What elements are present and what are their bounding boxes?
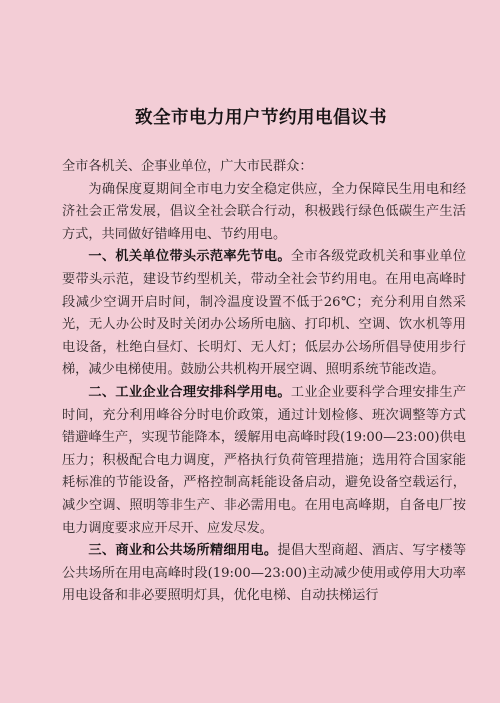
section-2-heading: 二、工业企业合理安排科学用电。: [88, 384, 291, 400]
section-1: [62, 246, 466, 382]
document-title: 致全市电力用户节约用电倡议书: [135, 108, 387, 128]
section-1-heading: 一、机关单位带头示范率先节电。: [88, 249, 291, 265]
section-1-body: 全市各级党政机关和事业单位要带头示范，建设节约型机关，带动全社会节约用电。在用电高峰时段减少空调开启时间，制冷温度设置不低于26℃；充分利用自然采光，无人办公时及时关闭办公场所电脑、打印机、空调、饮水机等用电设备，杜绝白昼灯、长明灯、无人灯；低层办公场所倡导使用步行梯，减少电梯使用。鼓励公共机构开展空调、照明系统节能改造。: [62, 249, 467, 378]
section-3-body: 提倡大型商超、酒店、写字楼等公共场所在用电高峰时段(19:00—23:00)主动减少使用或停用大功率用电设备和非必要照明灯具，优化电梯、自动扶梯运行: [62, 543, 467, 604]
section-2-body: 工业企业要科学合理安排生产时间，充分利用峰谷分时电价政策，通过计划检修、班次调整等方式错避峰生产，实现节能降本，缓解用电高峰时段(19:00—23:00)供电压力；积极配合电力调度，严格执行负荷管理措施；选用符合国家能耗标准的节能设备，严格控制高耗能设备启动，避免设备空载运行，减少空调、照明等非生产、非必需用电。在用电高峰期，自备电厂按电力调度要求应开尽开、应发尽发。: [62, 384, 467, 536]
section-3: [62, 540, 466, 608]
salutation: 全市各机关、企事业单位，广大市民群众：: [62, 159, 313, 174]
intro-paragraph: 为确保度夏期间全市电力安全稳定供应，全力保障民生用电和经济社会正常发展，倡议全社会联合行动，积极践行绿色低碳生产生活方式，共同做好错峰用电、节约用电。: [62, 181, 466, 242]
section-3-heading: 三、商业和公共场所精细用电。: [88, 543, 278, 559]
section-2: [62, 382, 466, 540]
